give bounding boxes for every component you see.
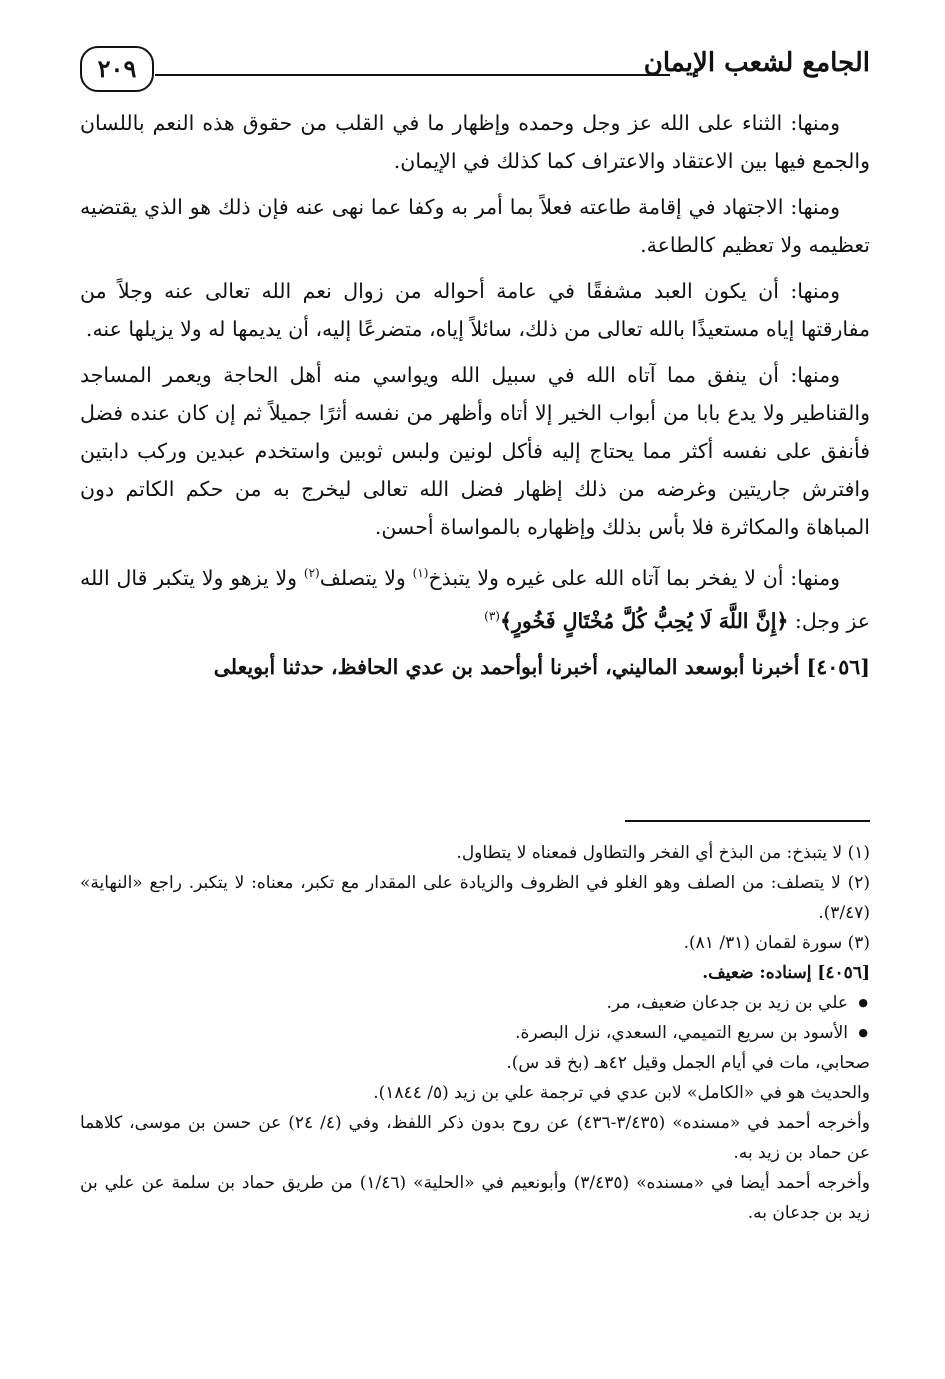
quran-verse: ﴿إِنَّ اللَّهَ لَا يُحِبُّ كُلَّ مُخْتَالٍ فَخُورٍ﴾ <box>499 608 789 633</box>
paragraph-spending: ومنها: أن ينفق مما آتاه الله في سبيل الله ويواسي منه أهل الحاجة ويعمر المساجد والقناطير ولا يدع بابا من أبواب الخير إلا أتاه وأظهر من نفسه أثرًا جميلاً ثم إن كان عنده فضل فأنفق على نفسه أكثر مما يحتاج إليه فأكل لونين ولبس ثوبين واستخدم عبدين وركب دابتين وافترش جاريتين وغرضه من ذلك إظهار فضل الله تعالى ليخرج به من حكم الكاتم دون المباهاة والمكاثرة فلا بأس بذلك وإظهاره بالمواساة أحسن. <box>80 363 870 539</box>
running-title: الجامع لشعب الإيمان <box>643 48 870 78</box>
paragraph-obedience: ومنها: الاجتهاد في إقامة طاعته فعلاً بما أمر به وكفا عما نهى عنه فإن ذلك هو الذي يقتضيه تعظيمه ولا تعظيم كالطاعة. <box>80 195 870 257</box>
narrator-note: ● الأسود بن سريع التميمي، السعدي، نزل البصرة. <box>80 1018 870 1048</box>
book-page <box>80 30 870 1350</box>
text-segment: ومنها: أن لا يفخر بما آتاه الله على غيره ولا يتبذخ <box>428 565 840 590</box>
text-segment: ولا يتصلف <box>319 565 413 590</box>
footnote-ref-3: (٣) <box>484 608 500 623</box>
source-note: وأخرجه أحمد في «مسنده» (٣/٤٣٥-٤٣٦) عن روح بدون ذكر اللفظ، وفي (٤/ ٢٤) عن حسن بن موسى، كلاهما عن حماد بن زيد به. <box>80 1113 870 1163</box>
running-header <box>80 40 870 90</box>
narrator-detail: صحابي، مات في أيام الجمل وقيل ٤٢هـ (بخ قد س). <box>506 1053 870 1073</box>
text-segment: ولا يزهو ولا يتكبر قال الله عز وجل: <box>80 565 870 633</box>
paragraph-praise: ومنها: الثناء على الله عز وجل وحمده وإظهار ما في القلب من حقوق هذه النعم باللسان والجمع فيها بين الاعتقاد والاعتراف كما كذلك في الإيمان. <box>80 111 870 173</box>
source-note: والحديث هو في «الكامل» لابن عدي في ترجمة علي بن زيد (٥/ ١٨٤٤). <box>373 1083 870 1103</box>
header-rule <box>155 74 670 76</box>
page-number: ٢٠٩ <box>80 46 154 92</box>
footnotes <box>80 838 870 1228</box>
hadith-isnad: [٤٠٥٦] أخبرنا أبوسعد الماليني، أخبرنا أبوأحمد بن عدي الحافظ، حدثنا أبويعلى <box>213 654 870 679</box>
footnote-3: (٣) سورة لقمان (٣١/ ٨١). <box>683 933 870 953</box>
footnote-1: (١) لا يتبذخ: من البذخ أي الفخر والتطاول فمعناه لا يتطاول. <box>456 843 870 863</box>
footnote-2: (٢) لا يتصلف: من الصلف وهو الغلو في الظروف والزيادة على المقدار مع تكبر، معناه: لا يتكبر. راجع «النهاية» (٣/٤٧). <box>80 873 870 923</box>
paragraph-fear-of-loss: ومنها: أن يكون العبد مشفقًا في عامة أحواله من زوال نعم الله تعالى عنه وجلاً من مفارقتها إياه مستعيذًا بالله تعالى من ذلك، سائلاً إياه، متضرعًا إليه، أن يديمها له ولا يزيلها عنه. <box>80 279 870 341</box>
source-note: وأخرجه أحمد أيضا في «مسنده» (٣/٤٣٥) وأبونعيم في «الحلية» (١/٤٦) من طريق حماد بن سلمة عن علي بن زيد بن جدعان به. <box>80 1173 870 1223</box>
paragraph-no-boasting <box>80 554 870 640</box>
isnad-grade: [٤٠٥٦] إسناده: ضعيف. <box>702 963 870 983</box>
footnote-ref-2: (٢) <box>303 566 320 580</box>
narrator-note: ● علي بن زيد بن جدعان ضعيف، مر. <box>80 988 870 1018</box>
footnote-ref-1: (١) <box>412 566 429 580</box>
footnote-separator <box>625 820 870 822</box>
main-text <box>80 104 870 694</box>
